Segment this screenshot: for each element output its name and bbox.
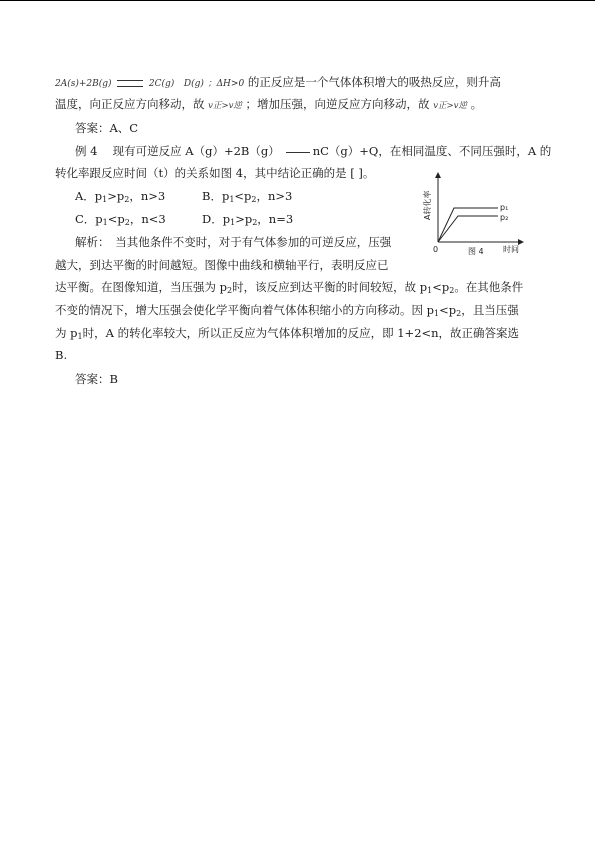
analysis-text: 不变的情况下，增大压强会使化学平衡向着气体体积缩小的方向移动。因 p bbox=[55, 303, 435, 317]
enthalpy: ；ΔH>0 bbox=[207, 79, 245, 89]
option-text: <p bbox=[107, 212, 125, 226]
option-b[interactable] bbox=[202, 189, 292, 204]
paragraph-text: 。 bbox=[470, 97, 483, 111]
subscript: 2 bbox=[124, 195, 130, 204]
equilibrium-arrow bbox=[117, 80, 143, 87]
equation-rhs: 2C(g) bbox=[148, 79, 175, 89]
label-p1: p₁ bbox=[500, 203, 509, 212]
example-4-line: 转化率跟反应时间（t）的关系如图 4，其中结论正确的是 [ ]。 bbox=[55, 166, 375, 180]
subscript: 1 bbox=[230, 218, 236, 227]
subscript: 1 bbox=[434, 309, 440, 318]
option-text: ，n<3 bbox=[129, 212, 166, 226]
subscript: 1 bbox=[427, 286, 433, 295]
curve-p1 bbox=[438, 208, 498, 242]
paragraph-text: ；增加压强，向逆反应方向移动，故 bbox=[245, 97, 430, 111]
equation-line bbox=[55, 75, 501, 92]
paragraph-text: nC（g）+Q，在相同温度、不同压强时，A 的 bbox=[312, 144, 552, 158]
y-axis-arrow bbox=[435, 172, 441, 178]
figure-4 bbox=[420, 170, 530, 260]
subscript: 2 bbox=[251, 195, 257, 204]
subscript: 2 bbox=[456, 309, 462, 318]
analysis-line: 越大，到达平衡的时间越短。图像中曲线和横轴平行，表明反应已 bbox=[55, 258, 389, 272]
subscript: 1 bbox=[229, 195, 235, 204]
analysis-text: 时，该反应到达平衡的时间较短，故 p bbox=[232, 280, 428, 294]
option-text: <p bbox=[234, 189, 252, 203]
analysis-text: 为 p bbox=[55, 326, 78, 340]
option-c[interactable] bbox=[75, 212, 166, 227]
subscript: 2 bbox=[124, 218, 130, 227]
analysis-text: <p bbox=[439, 303, 457, 317]
rate-relation: v正>v逆 bbox=[208, 101, 242, 111]
option-text: B．p bbox=[202, 189, 230, 203]
subscript: 2 bbox=[252, 218, 258, 227]
option-text: A．p bbox=[75, 189, 103, 203]
figure-caption: 图 4 bbox=[468, 247, 484, 256]
subscript: 1 bbox=[102, 195, 108, 204]
option-text: C．p bbox=[75, 212, 103, 226]
answer-1: 答案：A、C bbox=[75, 121, 139, 135]
subscript: 2 bbox=[227, 286, 233, 295]
paragraph-text: 例 4 现有可逆反应 A（g）+2B（g） bbox=[75, 144, 280, 158]
analysis-line bbox=[55, 326, 519, 341]
option-text: >p bbox=[107, 189, 125, 203]
curve-p2 bbox=[438, 216, 498, 242]
analysis-text: ，且当压强 bbox=[461, 303, 519, 317]
analysis-text: <p bbox=[432, 280, 450, 294]
equation-d: D(g) bbox=[183, 79, 204, 89]
y-axis-label: A转化率 bbox=[423, 190, 432, 220]
option-text: >p bbox=[235, 212, 253, 226]
equation-lhs: 2A(s)+2B(g) bbox=[55, 79, 112, 89]
rate-relation: v正>v逆 bbox=[433, 101, 467, 111]
analysis-line bbox=[55, 280, 523, 295]
reaction-arrow bbox=[286, 152, 310, 153]
option-text: ，n>3 bbox=[129, 189, 166, 203]
subscript: 2 bbox=[449, 286, 455, 295]
analysis-text: 时，A 的转化率较大，所以正反应为气体体积增加的反应，即 1+2<n，故正确答案选 bbox=[82, 326, 520, 340]
label-p2: p₂ bbox=[500, 213, 509, 222]
option-d[interactable] bbox=[202, 212, 293, 227]
origin-label: 0 bbox=[433, 245, 439, 254]
analysis-text: 。在其他条件 bbox=[454, 280, 524, 294]
option-text: ，n>3 bbox=[256, 189, 293, 203]
analysis-line: 解析： 当其他条件不变时，对于有气体参加的可逆反应，压强 bbox=[75, 235, 392, 249]
paragraph-text: 的正反应是一个气体体积增大的吸热反应，则升高 bbox=[247, 75, 501, 89]
x-axis-label: 时间 bbox=[503, 245, 519, 254]
analysis-line: B. bbox=[55, 348, 68, 362]
analysis-text: 达平衡。在图像知道，当压强为 p bbox=[55, 280, 228, 294]
top-border bbox=[0, 0, 595, 1]
answer-2: 答案：B bbox=[75, 372, 118, 386]
paragraph-text: 温度，向正反应方向移动，故 bbox=[55, 97, 205, 111]
subscript: 1 bbox=[77, 332, 83, 341]
example-4-line bbox=[75, 144, 551, 159]
analysis-line bbox=[55, 303, 519, 318]
option-text: D．p bbox=[202, 212, 231, 226]
paragraph-line bbox=[55, 97, 482, 114]
option-text: ，n=3 bbox=[257, 212, 294, 226]
option-a[interactable] bbox=[75, 189, 165, 204]
subscript: 1 bbox=[102, 218, 108, 227]
